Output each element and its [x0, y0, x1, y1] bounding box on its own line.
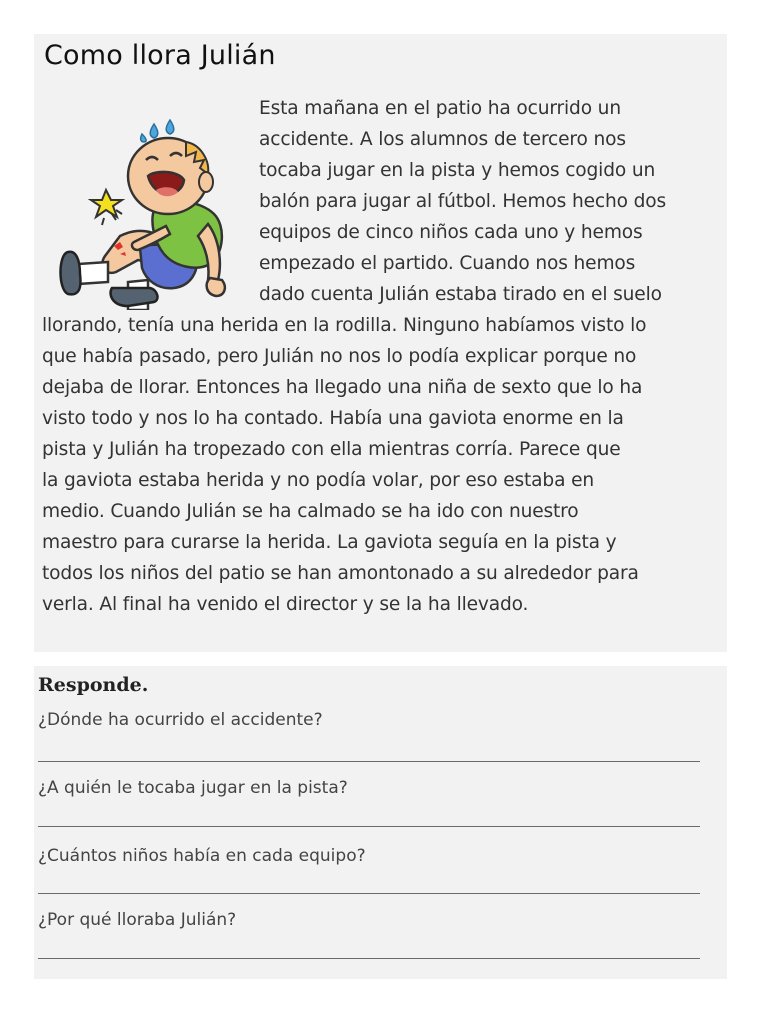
story-line: tocaba jugar en la pista y hemos cogido un [259, 160, 656, 181]
story-line: visto todo y nos lo ha contado. Había una gaviota enorme en la [42, 408, 624, 429]
answer-line[interactable] [38, 761, 700, 762]
story-panel [34, 34, 727, 652]
story-line: la gaviota estaba herida y no podía volar, por eso estaba en [42, 470, 594, 491]
answer-line[interactable] [38, 826, 700, 827]
story-line: pista y Julián ha tropezado con ella mientras corría. Parece que [42, 439, 621, 460]
story-line: maestro para curarse la herida. La gaviota seguía en la pista y [42, 532, 617, 553]
story-line: accidente. A los alumnos de tercero nos [259, 129, 626, 150]
crying-boy-icon [50, 114, 242, 310]
questions-panel [34, 666, 727, 979]
question-text: ¿A quién le tocaba jugar en la pista? [38, 778, 348, 798]
question-text: ¿Por qué lloraba Julián? [38, 910, 237, 930]
story-line: que había pasado, pero Julián no nos lo podía explicar porque no [42, 346, 637, 367]
answer-line[interactable] [38, 893, 700, 894]
story-line: empezado el partido. Cuando nos hemos [259, 253, 636, 274]
answer-line[interactable] [38, 958, 700, 959]
story-line: dado cuenta Julián estaba tirado en el suelo [259, 284, 662, 305]
story-line: llorando, tenía una herida en la rodilla. Ninguno habíamos visto lo [42, 315, 647, 336]
story-line: medio. Cuando Julián se ha calmado se ha ido con nuestro [42, 501, 579, 522]
questions-heading: Responde. [38, 674, 149, 696]
question-text: ¿Dónde ha ocurrido el accidente? [38, 710, 323, 730]
story-line: dejaba de llorar. Entonces ha llegado una niña de sexto que lo ha [42, 377, 643, 398]
story-line: todos los niños del patio se han amontonado a su alrededor para [42, 563, 639, 584]
story-line: verla. Al final ha venido el director y se la ha llevado. [42, 594, 529, 615]
story-line: Esta mañana en el patio ha ocurrido un [259, 98, 621, 119]
story-title: Como llora Julián [44, 40, 276, 71]
question-text: ¿Cuántos niños había en cada equipo? [38, 846, 366, 866]
story-line: equipos de cinco niños cada uno y hemos [259, 222, 643, 243]
story-line: balón para jugar al fútbol. Hemos hecho dos [259, 191, 666, 212]
